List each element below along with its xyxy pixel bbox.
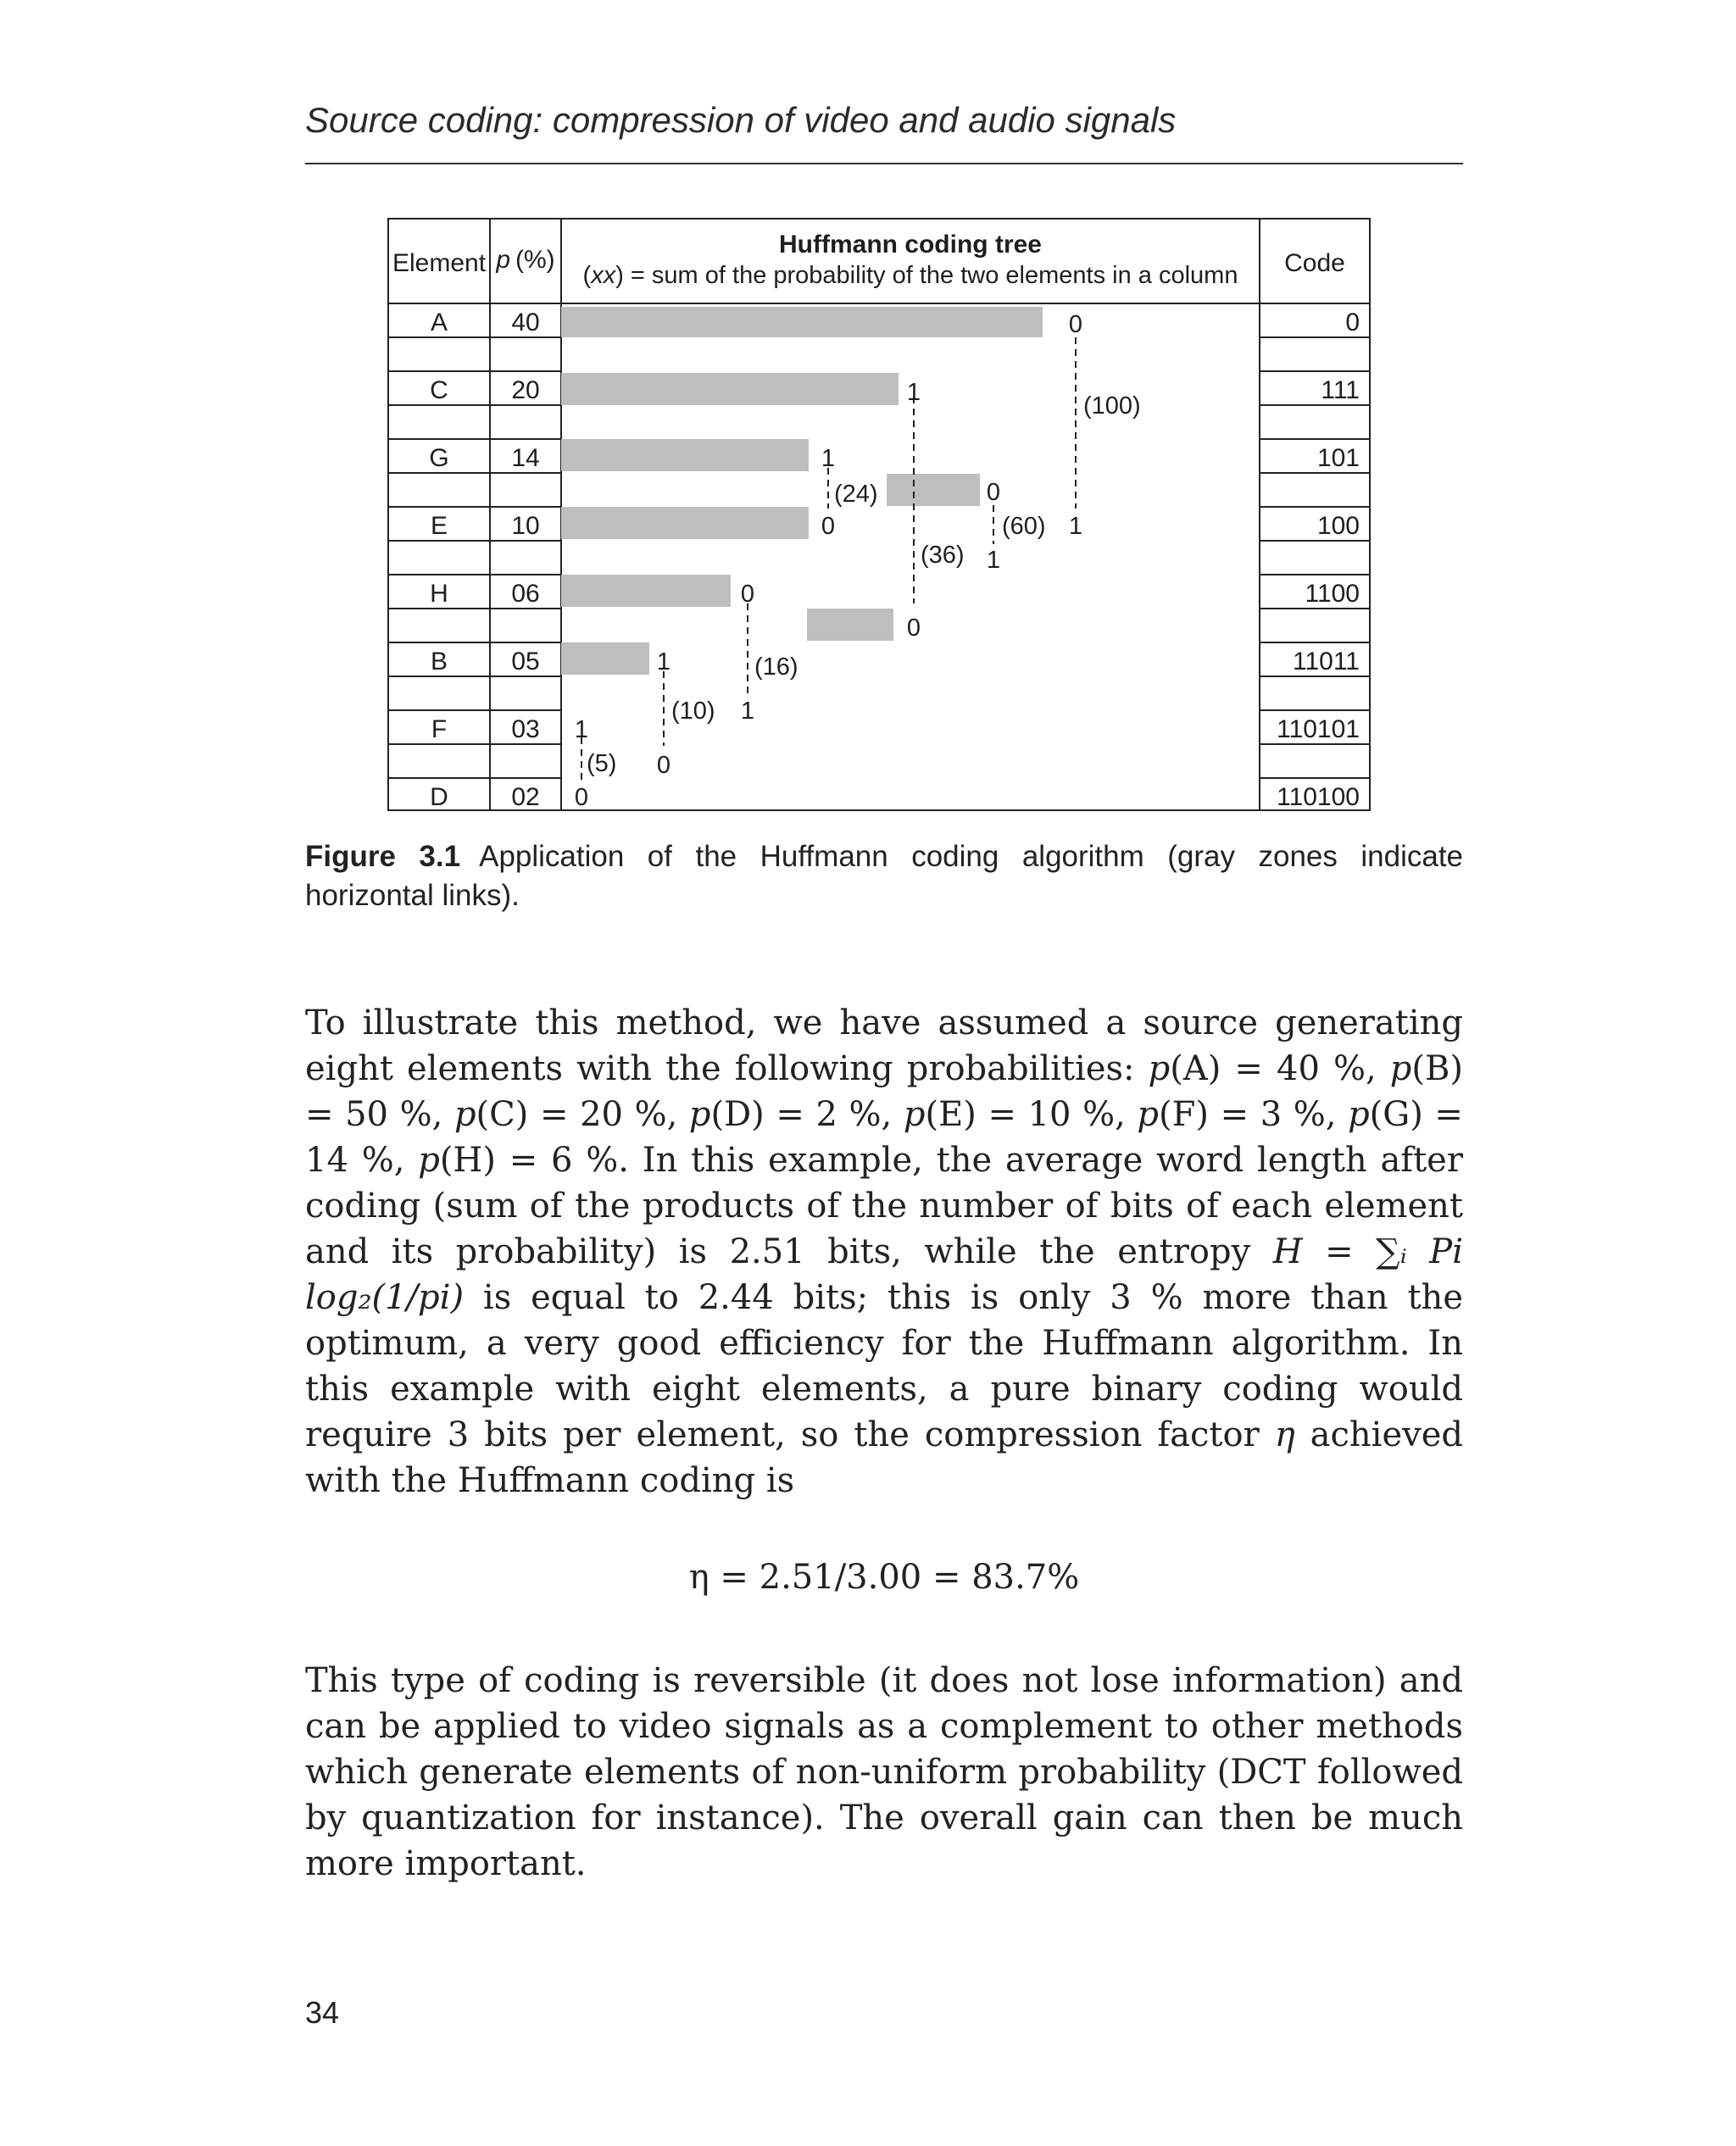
bit-36-1: 1: [986, 547, 1001, 574]
prob-var: p: [418, 1141, 440, 1180]
header-code: Code: [1284, 249, 1345, 277]
bit-a-0: 0: [1068, 311, 1083, 338]
cell-code: 100: [1316, 512, 1360, 540]
bit-d-0: 0: [574, 784, 589, 811]
link-bar-b: [561, 642, 649, 675]
body-paragraph-2: This type of coding is reversible (it does not lose information) and can be applied to video signals as a complement to other methods which generate elements of non-uniform probability (DCT followed by quantization for instance). The overall gain can then be much more important.: [305, 1661, 1463, 1883]
p1-text-d: achieved with the Huffmann coding is: [305, 1415, 1463, 1500]
caption-label: Figure 3.1: [305, 840, 461, 873]
cell-element: A: [430, 309, 448, 336]
cell-probability: 02: [511, 783, 540, 811]
prob-value: (A) = 40 %: [1170, 1049, 1366, 1088]
prob-value: (G) = 14 %: [305, 1095, 1463, 1180]
cell-probability: 10: [511, 512, 540, 540]
header-probability-var: p: [496, 246, 511, 274]
cell-code: 101: [1316, 444, 1360, 472]
cell-element: F: [431, 715, 448, 743]
bit-h-0: 0: [740, 581, 755, 608]
cell-code: 0: [1345, 309, 1360, 336]
running-head: Source coding: compression of video and audio signals: [305, 100, 1177, 140]
header-tree-note: (xx) = sum of the probability of the two elements in a column: [582, 262, 1238, 289]
prob-value: (B) = 50 %: [305, 1049, 1463, 1134]
header-probability-unit: (%): [515, 246, 555, 274]
cell-probability: 03: [511, 715, 540, 743]
entropy-formula: H = ∑ᵢ Pi log₂(1/pi): [305, 1232, 1464, 1317]
cell-probability: 40: [511, 309, 540, 336]
bit-g-1: 1: [821, 445, 836, 472]
header-probability: [495, 246, 554, 274]
link-bar-e: [561, 507, 809, 539]
header-tree-title: Huffmann coding tree: [778, 231, 1043, 259]
caption-text: Application of the Huffmann coding algorithm (gray zones indicate horizontal links).: [305, 840, 1464, 912]
compression-equation: η = 2.51/3.00 = 83.7%: [688, 1558, 1080, 1597]
prob-var: p: [1148, 1049, 1171, 1088]
bit-b-1: 1: [656, 648, 671, 675]
bit-f-1: 1: [574, 716, 589, 743]
cell-code: 111: [1321, 376, 1360, 404]
link-bar-g: [561, 439, 809, 471]
prob-var: p: [688, 1095, 711, 1134]
link-bar-h: [561, 575, 731, 607]
prob-var: p: [1348, 1095, 1370, 1134]
prob-value: (C) = 20 %: [476, 1095, 667, 1134]
sum-10: (10): [671, 698, 715, 725]
bit-36-0: 0: [906, 614, 921, 642]
header-tree-note-var: xx: [591, 262, 616, 289]
cell-code: 110101: [1277, 715, 1360, 743]
bit-e-0: 0: [821, 513, 836, 540]
cell-element: C: [430, 376, 448, 404]
link-bar-c: [561, 373, 899, 405]
sum-100: (100): [1083, 392, 1141, 420]
prob-value: (E) = 10 %: [925, 1095, 1116, 1134]
bit-c-1: 1: [906, 379, 921, 406]
sum-24: (24): [834, 481, 878, 508]
body-paragraph-1: [305, 1000, 1463, 1504]
page-number: 34: [305, 1995, 340, 2030]
cell-probability: 06: [511, 580, 540, 608]
p1-text-c: is equal to 2.44 bits; this is only 3 % more than the optimum, a very good efficiency for the Huffmann algorithm. In this example with eight elements, a pure binary coding would require 3 bits per element, so the compression factor: [305, 1278, 1463, 1454]
cell-code: 1100: [1305, 580, 1360, 608]
cell-code: 11011: [1293, 648, 1360, 675]
cell-element: E: [430, 512, 448, 540]
sum-16: (16): [754, 653, 798, 681]
gray-links: [561, 307, 1043, 675]
link-bar-a: [561, 307, 1043, 337]
cell-probability: 20: [511, 376, 540, 404]
header-element: Element: [392, 249, 487, 277]
p1-text-b: . In this example, the average word length after coding (sum of the products of the number of bits of each element and its probability) is 2.51 bits, while the entropy: [305, 1141, 1463, 1271]
prob-value: (H) = 6 %: [439, 1141, 619, 1180]
prob-value: (D) = 2 %: [710, 1095, 882, 1134]
header-tree-note-rest: ) = sum of the probability of the two elements in a column: [615, 262, 1238, 289]
cell-element: H: [430, 580, 448, 608]
prob-var: p: [1137, 1095, 1160, 1134]
sum-5: (5): [587, 750, 617, 777]
bit-16-1: 1: [740, 698, 755, 725]
huffmann-figure: [0, 0, 1736, 831]
sum-60: (60): [1002, 513, 1046, 540]
prob-var: p: [1389, 1049, 1412, 1088]
figure-caption: [305, 837, 1463, 915]
cell-probability: 14: [511, 444, 540, 472]
sum-36: (36): [921, 542, 965, 569]
bit-10-0: 0: [656, 752, 671, 779]
cell-element: D: [430, 783, 448, 811]
prob-var: p: [903, 1095, 926, 1134]
bit-24-0: 0: [986, 479, 1001, 506]
cell-element: G: [429, 444, 449, 472]
eta-symbol: η: [1274, 1415, 1295, 1454]
prob-value: (F) = 3 %: [1159, 1095, 1326, 1134]
cell-probability: 05: [511, 648, 540, 675]
bit-60-1: 1: [1068, 513, 1083, 540]
probability-list: p(A) = 40 %, p(B) = 50 %, p(C) = 20 %, p(D) = 2 %, p(E) = 10 %, p(F) = 3 %, p(G) = 14 %, p(H) = 6 %: [305, 1049, 1463, 1180]
p1-text-a: To illustrate this method, we have assumed a source generating eight elements with the following probabilities:: [305, 1004, 1463, 1088]
cell-code: 110100: [1277, 783, 1360, 811]
prob-var: p: [453, 1095, 476, 1134]
cell-element: B: [430, 648, 448, 675]
link-bar-16: [807, 609, 893, 641]
link-bar-24: [887, 474, 980, 506]
